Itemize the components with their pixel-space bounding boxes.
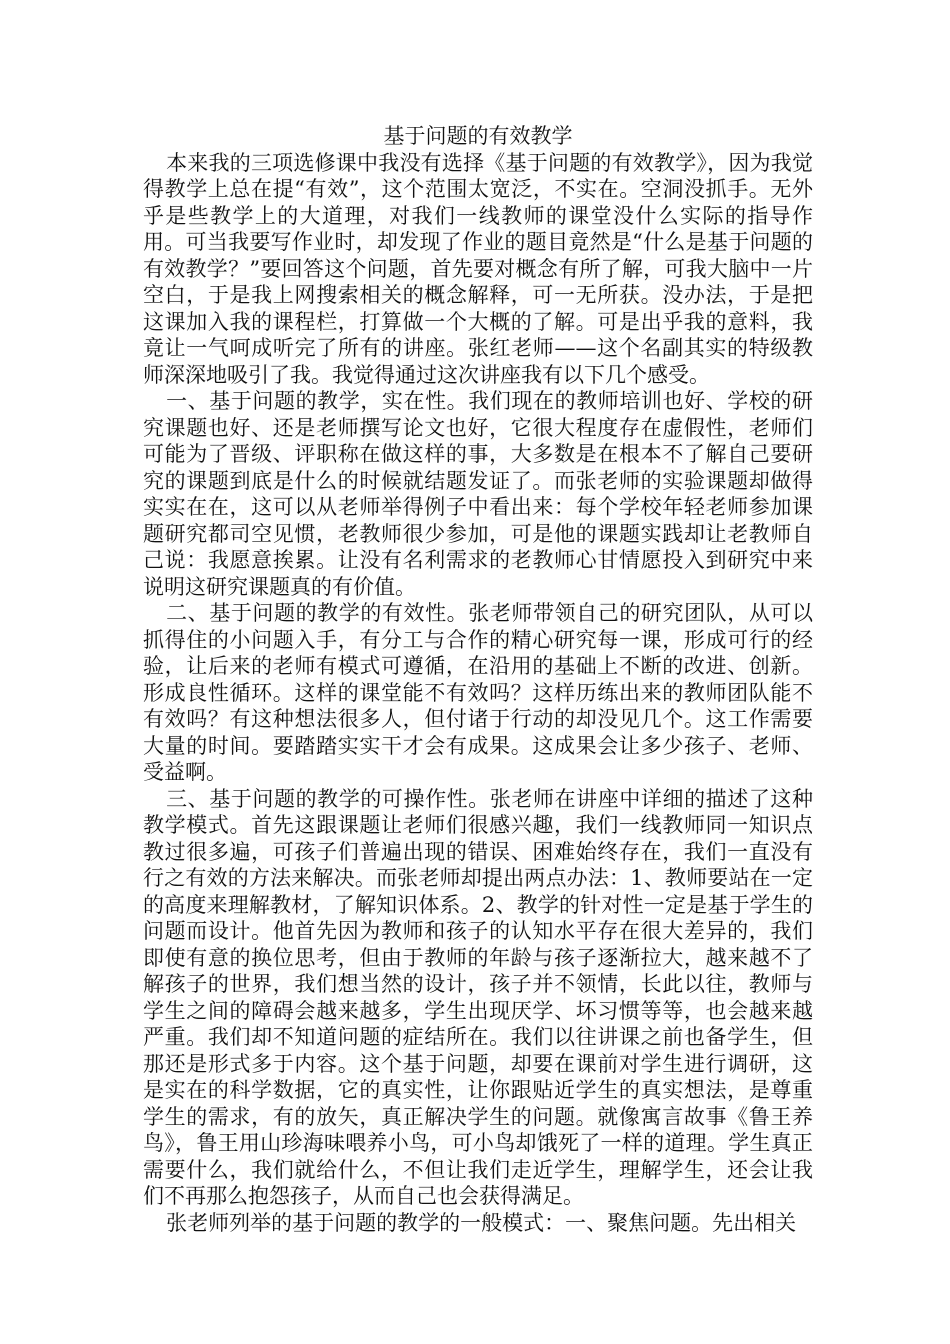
paragraph-model: 张老师列举的基于问题的教学的一般模式：一、聚焦问题。先出相关 <box>166 1210 797 1235</box>
paragraph-intro: 本来我的三项选修课中我没有选择《基于问题的有效教学》，因为我觉得教学上总在提“有效”，这个范围太宽泛，不实在。空洞没抓手。无外乎是些教学上的大道理，对我们一线教师的课堂没什么实际的指导作用。可当我要写作业时，却发现了作业的题目竟然是“什么是基于问题的有效教学？”要回答这个问题，首先要对概念有所了解，可我大脑中一片空白，于是我上网搜索相关的概念解释，可一无所获。没办法，于是把这课加入我的课程栏，打算做一个大概的了解。可是出乎我的意料，我竟让一气呵成听完了所有的讲座。张红老师——这个名副其实的特级教师深深地吸引了我。我觉得通过这次讲座我有以下几个感受。 <box>143 150 813 387</box>
paragraph-section-three: 三、基于问题的教学的可操作性。张老师在讲座中详细的描述了这种教学模式。首先这跟课题让老师们很感兴趣，我们一线教师同一知识点教过很多遍，可孩子们普遍出现的错误、困难始终存在，我们一直没有行之有效的方法来解决。而张老师却提出两点办法：1、教师要站在一定的高度来理解教材，了解知识体系。2、教学的针对性一定是基于学生的问题而设计。他首先因为教师和孩子的认知水平存在很大差异的，我们即使有意的换位思考，但由于教师的年龄与孩子逐渐拉大，越来越不了解孩子的世界，我们想当然的设计，孩子并不领情，长此以往，教师与学生之间的障碍会越来越多，学生出现厌学、坏习惯等等，也会越来越严重。我们却不知道问题的症结所在。我们以往讲课之前也备学生，但那还是形式多于内容。这个基于问题，却要在课前对学生进行调研，这是实在的科学数据，它的真实性，让你跟贴近学生的真实想法，是尊重学生的需求，有的放矢，真正解决学生的问题。就像寓言故事《鲁王养鸟》，鲁王用山珍海味喂养小鸟，可小鸟却饿死了一样的道理。学生真正需要什么，我们就给什么，不但让我们走近学生，理解学生，还会让我们不再那么抱怨孩子，从而自己也会获得满足。 <box>143 786 813 1208</box>
paragraph-section-two: 二、基于问题的教学的有效性。张老师带领自己的研究团队，从可以抓得住的小问题入手，有分工与合作的精心研究每一课，形成可行的经验，让后来的老师有模式可遵循，在沿用的基础上不断的改进、创新。形成良性循环。这样的课堂能不有效吗？这样历练出来的教师团队能不有效吗？有这种想法很多人，但付诸于行动的却没见几个。这工作需要大量的时间。要踏踏实实干才会有成果。这成果会让多少孩子、老师、受益啊。 <box>143 601 813 784</box>
document-title: 基于问题的有效教学 <box>383 124 573 148</box>
document-body <box>143 123 813 1236</box>
paragraph-section-one: 一、基于问题的教学，实在性。我们现在的教师培训也好、学校的研究课题也好、还是老师撰写论文也好，它很大程度存在虚假性，老师们可能为了晋级、评职称在做这样的事，大多数是在根本不了解自己要研究的课题到底是什么的时候就结题发证了。而张老师的实验课题却做得实实在在，这可以从老师举得例子中看出来：每个学校年轻老师参加课题研究都司空见惯，老教师很少参加，可是他的课题实践却让老教师自己说：我愿意挨累。让没有名利需求的老教师心甘情愿投入到研究中来说明这研究课题真的有价值。 <box>143 389 813 599</box>
